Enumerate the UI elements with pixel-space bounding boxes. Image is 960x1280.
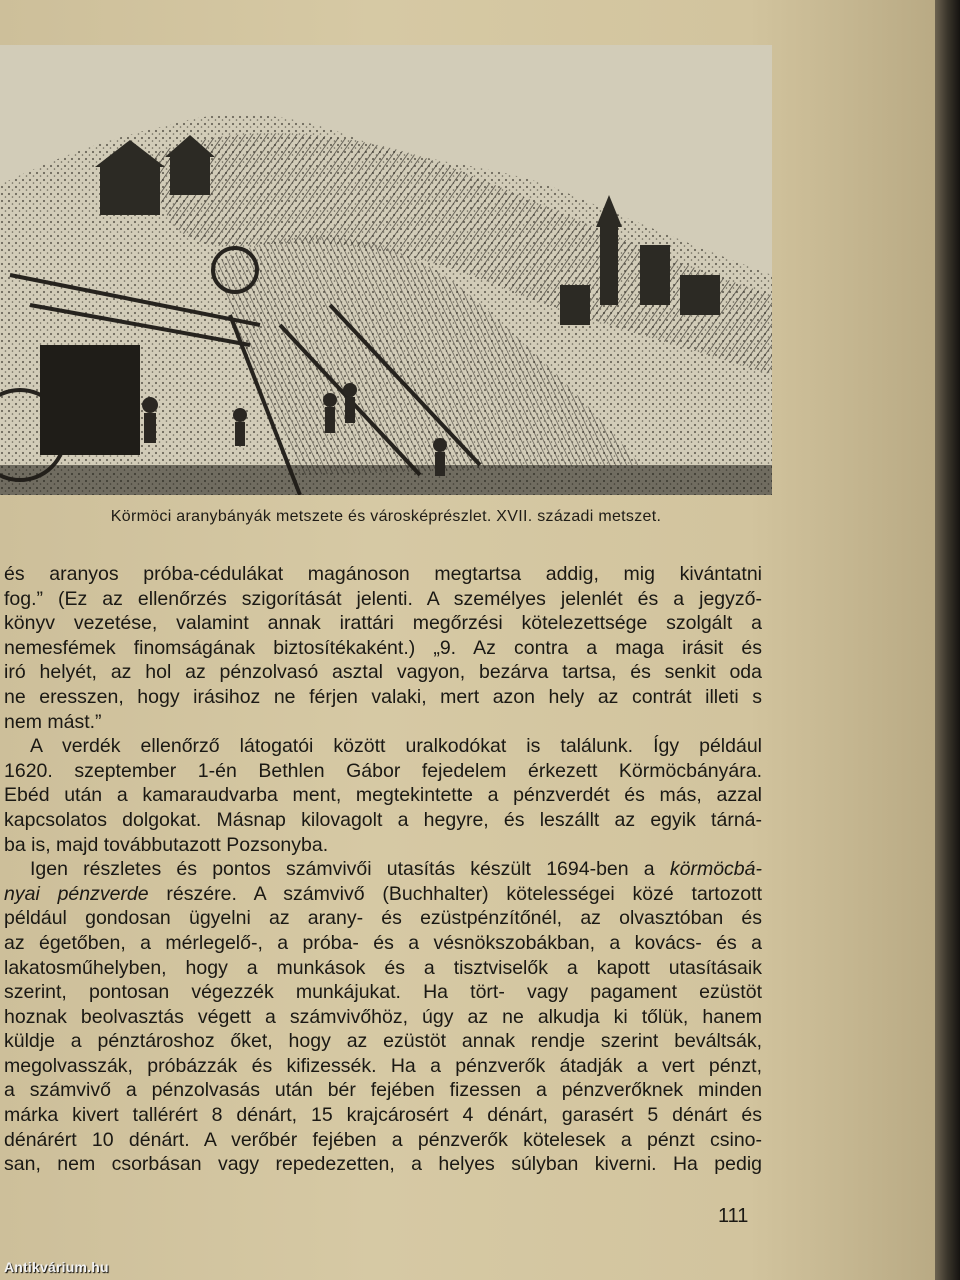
italic-term: körmöcbá- [669, 858, 762, 881]
text-line: márka kivert tallérért 8 dénárt, 15 krajcárosért 4 dénárt, garasért 5 dénárt és [4, 1104, 762, 1127]
text-line: ba is, majd továbbutazott Pozsonyba. [4, 833, 329, 856]
text-line: az égetőben, a mérlegelő-, a próba- és a vésnökszobákban, a kovács- és a [4, 931, 762, 954]
text-line: kapcsolatos dolgokat. Másnap kilovagolt a hegyre, és leszállt az egyik tárná- [4, 808, 762, 831]
text-line: fog.” (Ez az ellenőrzés szigorítását jelenti. A személyes jelenlét és a jegyző- [4, 587, 762, 610]
text-line: iró helyét, az hol az pénzolvasó asztal vagyon, bezárva tartsa, és senkit oda [4, 661, 762, 684]
text-line: például gondosan ügyelni az arany- és ezüstpénzítőnél, az olvasztóban és [4, 907, 762, 930]
text-line: A verdék ellenőrző látogatói között uralkodókat is találunk. Így például [30, 735, 762, 758]
text-line: ne eresszen, hogy irásihoz ne férjen valaki, mert azon hely az contrát illeti s [4, 685, 762, 708]
figure-caption: Körmöci aranybányák metszete és városképrészlet. XVII. századi metszet. [110, 508, 662, 525]
text-line: nem mást.” [4, 710, 102, 733]
book-spine-shadow [935, 0, 960, 1280]
mine-engraving-image [0, 45, 772, 495]
text-fragment: Igen részletes és pontos számvivői utasítás készült 1694-ben a [30, 858, 670, 881]
text-line: san, nem csorbásan vagy repedezetten, a helyes súlyban kiverni. Ha pedig [4, 1153, 762, 1176]
text-line: küldje a pénztároshoz őket, hogy az ezüstöt annak rendje szerint beváltsák, [4, 1030, 762, 1053]
text-line [4, 882, 762, 907]
text-line: lakatosműhelyben, hogy a munkások és a tisztviselők a kapott utasításaik [4, 956, 762, 979]
text-line [4, 857, 762, 882]
text-line: megolvasszák, próbázzák és kifizessék. Ha a pénzverők átadják a vert pénzt, [4, 1054, 762, 1077]
text-line: a számvivő a pénzolvasás után bér fejében fizessen a pénzverőknek minden [4, 1079, 762, 1102]
page-number: 111 [718, 1205, 749, 1227]
text-line: Ebéd után a kamaraudvarba ment, megtekintette a pénzverdét és más, azzal [4, 784, 762, 807]
engraving-illustration [0, 45, 772, 495]
text-line: hoznak beolvasztás végett a számvivőhöz, úgy az ne alkudja ki tőlük, hanem [4, 1005, 762, 1028]
body-text [4, 562, 762, 1177]
text-line: szerint, pontosan végezzék munkájukat. Ha tört- vagy pagament ezüstöt [4, 981, 762, 1004]
text-line: könyv vezetése, valamint annak irattári megőrzési kötelezettsége szolgált a [4, 612, 762, 635]
text-line: 1620. szeptember 1-én Bethlen Gábor fejedelem érkezett Körmöcbányára. [4, 759, 762, 782]
text-line: és aranyos próba-cédulákat magánoson megtartsa addig, mig kivántatni [4, 563, 762, 585]
watermark-logo: Antikvárium.hu [4, 1259, 109, 1275]
text-line: nemesfémek finomságának biztosítékaként.) „9. Az contra a maga irásit és [4, 636, 762, 659]
text-line: dénárért 10 dénárt. A verőbér fejében a pénzverők kötelesek a pénzt csino- [4, 1128, 762, 1151]
italic-term: nyai pénzverde [4, 882, 149, 905]
text-fragment: részére. A számvivő (Buchhalter) kötelességei közé tartozott [148, 882, 762, 905]
